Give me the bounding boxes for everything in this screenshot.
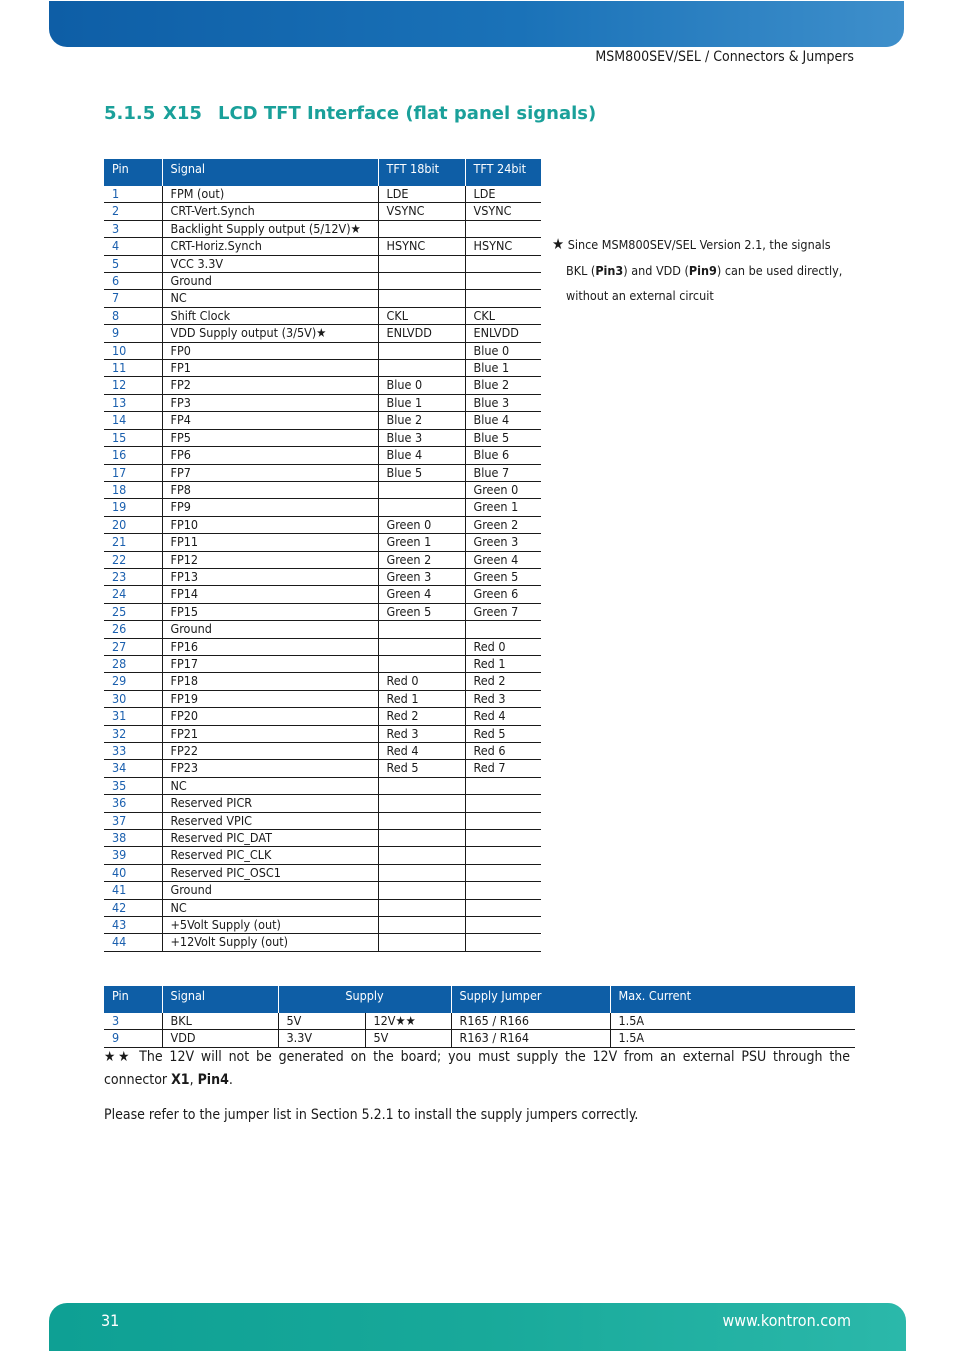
pin-cell: 11 xyxy=(104,360,162,377)
tft24-cell: ENLVDD xyxy=(465,325,541,342)
signal-cell: FP19 xyxy=(162,690,378,707)
table-row xyxy=(104,690,541,707)
pin-cell: 22 xyxy=(104,551,162,568)
tft18-cell xyxy=(378,499,465,516)
table-row xyxy=(104,655,541,672)
col-signal: Signal xyxy=(162,159,378,186)
table-row xyxy=(104,377,541,394)
table-row xyxy=(104,342,541,359)
pin-cell: 15 xyxy=(104,429,162,446)
footnote-text: The 12V will not be generated on the board; you must supply the 12V from an external PSU through the connector xyxy=(104,1049,850,1088)
supply-table xyxy=(104,986,855,1048)
current-cell: 1.5A xyxy=(610,1013,855,1030)
table-row xyxy=(104,638,541,655)
pin-cell: 41 xyxy=(104,882,162,899)
tft24-cell xyxy=(465,847,541,864)
signal-cell: FP20 xyxy=(162,708,378,725)
table-row xyxy=(104,760,541,777)
tft18-cell xyxy=(378,481,465,498)
signal-cell: FP21 xyxy=(162,725,378,742)
tft18-cell xyxy=(378,934,465,951)
document-header: MSM800SEV/SEL / Connectors & Jumpers xyxy=(595,49,854,65)
tft18-cell: Blue 1 xyxy=(378,394,465,411)
tft18-cell: Red 1 xyxy=(378,690,465,707)
signal-cell: FP7 xyxy=(162,464,378,481)
footnote xyxy=(104,1046,850,1092)
signal-cell: FP23 xyxy=(162,760,378,777)
supply-cell: 5V xyxy=(278,1013,365,1030)
tft18-cell xyxy=(378,655,465,672)
signal-cell: FP11 xyxy=(162,534,378,551)
header-band xyxy=(49,1,904,47)
tft24-cell xyxy=(465,290,541,307)
pin-cell: 23 xyxy=(104,568,162,585)
tft24-cell: Blue 2 xyxy=(465,377,541,394)
pin-cell: 44 xyxy=(104,934,162,951)
pin-cell: 25 xyxy=(104,603,162,620)
note-pin9: Pin9 xyxy=(688,262,717,278)
signal-cell: FP15 xyxy=(162,603,378,620)
signal-cell: NC xyxy=(162,899,378,916)
tft18-cell xyxy=(378,847,465,864)
pin-cell: 19 xyxy=(104,499,162,516)
tft24-cell: Red 5 xyxy=(465,725,541,742)
pin-cell: 31 xyxy=(104,708,162,725)
table-row xyxy=(104,586,541,603)
table-row xyxy=(104,203,541,220)
pin-cell: 35 xyxy=(104,777,162,794)
table-row xyxy=(104,551,541,568)
footnote-x1: X1 xyxy=(171,1072,190,1088)
side-note xyxy=(552,232,852,309)
tft18-cell: Red 2 xyxy=(378,708,465,725)
tft24-cell: Blue 0 xyxy=(465,342,541,359)
tft18-cell: CKL xyxy=(378,307,465,324)
signal-cell: FP22 xyxy=(162,743,378,760)
signal-cell: +12Volt Supply (out) xyxy=(162,934,378,951)
table-row xyxy=(104,743,541,760)
table-row xyxy=(104,273,541,290)
table-row xyxy=(104,447,541,464)
tft24-cell: Blue 4 xyxy=(465,412,541,429)
signal-cell: FP9 xyxy=(162,499,378,516)
jumper-reference-paragraph: Please refer to the jumper list in Section 5.2.1 to install the supply jumpers correctly. xyxy=(104,1107,639,1123)
tft24-cell: Green 3 xyxy=(465,534,541,551)
signal-cell: Backlight Supply output (5/12V)★ xyxy=(162,220,378,237)
tft18-cell: Red 3 xyxy=(378,725,465,742)
note-line-3: without an external circuit xyxy=(566,288,714,303)
table-row xyxy=(104,394,541,411)
signal-cell: FP1 xyxy=(162,360,378,377)
tft18-cell: Red 5 xyxy=(378,760,465,777)
tft24-cell: CKL xyxy=(465,307,541,324)
table-row xyxy=(104,290,541,307)
tft24-cell xyxy=(465,795,541,812)
tft18-cell: Red 4 xyxy=(378,743,465,760)
tft24-cell xyxy=(465,220,541,237)
pin-cell: 7 xyxy=(104,290,162,307)
signal-cell: FP4 xyxy=(162,412,378,429)
signal-cell: BKL xyxy=(162,1013,278,1030)
pin-cell: 36 xyxy=(104,795,162,812)
pin-cell: 2 xyxy=(104,203,162,220)
footnote-pin4: Pin4 xyxy=(197,1072,229,1088)
supply-table-body xyxy=(104,1013,855,1047)
pin-cell: 30 xyxy=(104,690,162,707)
table-row xyxy=(104,917,541,934)
tft24-cell: HSYNC xyxy=(465,238,541,255)
table-row xyxy=(104,534,541,551)
tft18-cell xyxy=(378,882,465,899)
tft24-cell xyxy=(465,917,541,934)
pin-cell: 18 xyxy=(104,481,162,498)
tft18-cell xyxy=(378,342,465,359)
pin-cell: 14 xyxy=(104,412,162,429)
table-row xyxy=(104,412,541,429)
col-max-current: Max. Current xyxy=(610,986,855,1013)
col-tft18: TFT 18bit xyxy=(378,159,465,186)
table-row xyxy=(104,429,541,446)
tft18-cell: Green 0 xyxy=(378,516,465,533)
supply-cell: 5V xyxy=(365,1030,451,1047)
table-row xyxy=(104,499,541,516)
table-row xyxy=(104,847,541,864)
pin-cell: 8 xyxy=(104,307,162,324)
tft18-cell: Blue 2 xyxy=(378,412,465,429)
table-row xyxy=(104,603,541,620)
signal-cell: FP0 xyxy=(162,342,378,359)
note-text: BKL ( xyxy=(566,262,596,278)
footnote-end: . xyxy=(228,1072,233,1088)
table-row xyxy=(104,1030,855,1047)
pin-cell: 3 xyxy=(104,1013,162,1030)
tft24-cell: Red 6 xyxy=(465,743,541,760)
signal-cell: CRT-Vert.Synch xyxy=(162,203,378,220)
signal-cell: FP6 xyxy=(162,447,378,464)
table-row xyxy=(104,481,541,498)
pin-cell: 21 xyxy=(104,534,162,551)
tft18-cell xyxy=(378,899,465,916)
tft24-cell: Blue 7 xyxy=(465,464,541,481)
current-cell: 1.5A xyxy=(610,1030,855,1047)
tft18-cell xyxy=(378,812,465,829)
pin-cell: 20 xyxy=(104,516,162,533)
note-text: ) can be used directly, xyxy=(716,262,843,278)
tft24-cell: Green 5 xyxy=(465,568,541,585)
signal-cell: Ground xyxy=(162,621,378,638)
tft18-cell xyxy=(378,864,465,881)
signal-cell: Reserved PIC_OSC1 xyxy=(162,864,378,881)
section-connector: X15 xyxy=(163,103,202,124)
pin-cell: 12 xyxy=(104,377,162,394)
signal-cell: Reserved PIC_CLK xyxy=(162,847,378,864)
pin-cell: 3 xyxy=(104,220,162,237)
pin-table-body xyxy=(104,186,541,951)
tft24-cell: Green 7 xyxy=(465,603,541,620)
pin-cell: 43 xyxy=(104,917,162,934)
tft18-cell: HSYNC xyxy=(378,238,465,255)
pin-cell: 13 xyxy=(104,394,162,411)
signal-cell: FPM (out) xyxy=(162,186,378,203)
col-tft24: TFT 24bit xyxy=(465,159,541,186)
col-supply: Supply xyxy=(278,986,451,1013)
pin-cell: 6 xyxy=(104,273,162,290)
tft24-cell: Green 6 xyxy=(465,586,541,603)
tft18-cell: Blue 5 xyxy=(378,464,465,481)
tft24-cell: Red 0 xyxy=(465,638,541,655)
tft24-cell: LDE xyxy=(465,186,541,203)
pin-cell: 24 xyxy=(104,586,162,603)
tft24-cell: VSYNC xyxy=(465,203,541,220)
tft18-cell xyxy=(378,621,465,638)
tft24-cell: Red 3 xyxy=(465,690,541,707)
table-row xyxy=(104,255,541,272)
supply-cell: 3.3V xyxy=(278,1030,365,1047)
table-row xyxy=(104,899,541,916)
tft24-cell xyxy=(465,812,541,829)
tft24-cell: Blue 5 xyxy=(465,429,541,446)
tft24-cell xyxy=(465,882,541,899)
signal-cell: +5Volt Supply (out) xyxy=(162,917,378,934)
tft18-cell: Green 5 xyxy=(378,603,465,620)
signal-cell: CRT-Horiz.Synch xyxy=(162,238,378,255)
tft18-cell xyxy=(378,795,465,812)
signal-cell: FP12 xyxy=(162,551,378,568)
col-signal: Signal xyxy=(162,986,278,1013)
footnote-sep: , xyxy=(189,1072,198,1088)
signal-cell: FP18 xyxy=(162,673,378,690)
tft18-cell: Green 4 xyxy=(378,586,465,603)
pin-cell: 5 xyxy=(104,255,162,272)
tft24-cell xyxy=(465,864,541,881)
tft24-cell: Green 0 xyxy=(465,481,541,498)
table-row xyxy=(104,1013,855,1030)
table-row xyxy=(104,812,541,829)
table-row xyxy=(104,621,541,638)
pin-cell: 28 xyxy=(104,655,162,672)
signal-cell: FP3 xyxy=(162,394,378,411)
tft18-cell xyxy=(378,638,465,655)
tft24-cell xyxy=(465,830,541,847)
signal-cell: FP17 xyxy=(162,655,378,672)
pin-cell: 32 xyxy=(104,725,162,742)
pin-cell: 9 xyxy=(104,1030,162,1047)
pin-cell: 9 xyxy=(104,325,162,342)
table-row xyxy=(104,725,541,742)
signal-cell: Reserved PIC_DAT xyxy=(162,830,378,847)
col-pin: Pin xyxy=(104,986,162,1013)
table-row xyxy=(104,186,541,203)
tft18-cell xyxy=(378,777,465,794)
tft24-cell xyxy=(465,934,541,951)
tft18-cell: Green 1 xyxy=(378,534,465,551)
tft18-cell: Green 3 xyxy=(378,568,465,585)
pin-table-header xyxy=(104,159,541,186)
pin-cell: 37 xyxy=(104,812,162,829)
tft18-cell: Blue 4 xyxy=(378,447,465,464)
pin-cell: 40 xyxy=(104,864,162,881)
pin-cell: 17 xyxy=(104,464,162,481)
table-row xyxy=(104,516,541,533)
signal-cell: FP13 xyxy=(162,568,378,585)
signal-cell: FP2 xyxy=(162,377,378,394)
jumper-cell: R163 / R164 xyxy=(451,1030,610,1047)
note-pin3: Pin3 xyxy=(595,262,624,278)
tft18-cell: ENLVDD xyxy=(378,325,465,342)
tft24-cell: Blue 3 xyxy=(465,394,541,411)
signal-cell: Shift Clock xyxy=(162,307,378,324)
tft18-cell: Green 2 xyxy=(378,551,465,568)
signal-cell: VCC 3.3V xyxy=(162,255,378,272)
signal-cell: NC xyxy=(162,777,378,794)
tft18-cell: VSYNC xyxy=(378,203,465,220)
tft18-cell: Red 0 xyxy=(378,673,465,690)
tft24-cell: Green 4 xyxy=(465,551,541,568)
tft18-cell xyxy=(378,220,465,237)
table-row xyxy=(104,325,541,342)
page-number: 31 xyxy=(101,1311,120,1330)
note-line-1: Since MSM800SEV/SEL Version 2.1, the signals xyxy=(567,237,831,252)
footer-band xyxy=(49,1303,906,1351)
section-number: 5.1.5 xyxy=(104,103,156,124)
pin-cell: 26 xyxy=(104,621,162,638)
pin-cell: 38 xyxy=(104,830,162,847)
tft24-cell: Green 1 xyxy=(465,499,541,516)
table-row xyxy=(104,360,541,377)
website-link[interactable]: www.kontron.com xyxy=(722,1311,851,1330)
tft18-cell: LDE xyxy=(378,186,465,203)
table-row xyxy=(104,238,541,255)
jumper-cell: R165 / R166 xyxy=(451,1013,610,1030)
tft24-cell xyxy=(465,899,541,916)
table-row xyxy=(104,708,541,725)
table-row xyxy=(104,307,541,324)
table-row xyxy=(104,568,541,585)
pin-table xyxy=(104,159,541,952)
supply-table-header xyxy=(104,986,855,1013)
tft24-cell: Red 7 xyxy=(465,760,541,777)
section-title xyxy=(104,103,596,124)
pin-cell: 29 xyxy=(104,673,162,690)
section-heading: LCD TFT Interface (flat panel signals) xyxy=(218,103,597,124)
table-row xyxy=(104,673,541,690)
tft24-cell: Green 2 xyxy=(465,516,541,533)
tft24-cell xyxy=(465,273,541,290)
supply-cell: 12V★★ xyxy=(365,1013,451,1030)
signal-cell: VDD Supply output (3/5V)★ xyxy=(162,325,378,342)
tft24-cell: Red 4 xyxy=(465,708,541,725)
pin-cell: 39 xyxy=(104,847,162,864)
signal-cell: FP5 xyxy=(162,429,378,446)
table-row xyxy=(104,777,541,794)
table-row xyxy=(104,864,541,881)
double-star-icon: ★★ xyxy=(104,1049,133,1065)
signal-cell: FP16 xyxy=(162,638,378,655)
table-row xyxy=(104,882,541,899)
signal-cell: NC xyxy=(162,290,378,307)
tft24-cell: Blue 1 xyxy=(465,360,541,377)
tft24-cell xyxy=(465,621,541,638)
tft24-cell: Red 2 xyxy=(465,673,541,690)
signal-cell: Reserved PICR xyxy=(162,795,378,812)
tft18-cell xyxy=(378,273,465,290)
table-row xyxy=(104,830,541,847)
tft18-cell xyxy=(378,290,465,307)
table-row xyxy=(104,464,541,481)
signal-cell: Reserved VPIC xyxy=(162,812,378,829)
pin-cell: 27 xyxy=(104,638,162,655)
signal-cell: FP10 xyxy=(162,516,378,533)
tft24-cell: Red 1 xyxy=(465,655,541,672)
pin-cell: 16 xyxy=(104,447,162,464)
pin-cell: 33 xyxy=(104,743,162,760)
pin-cell: 4 xyxy=(104,238,162,255)
pin-cell: 42 xyxy=(104,899,162,916)
table-row xyxy=(104,220,541,237)
pin-cell: 34 xyxy=(104,760,162,777)
tft18-cell: Blue 0 xyxy=(378,377,465,394)
tft18-cell xyxy=(378,255,465,272)
col-supply-jumper: Supply Jumper xyxy=(451,986,610,1013)
note-text: ) and VDD ( xyxy=(623,262,689,278)
tft18-cell xyxy=(378,830,465,847)
tft18-cell xyxy=(378,917,465,934)
signal-cell: Ground xyxy=(162,882,378,899)
signal-cell: VDD xyxy=(162,1030,278,1047)
signal-cell: FP8 xyxy=(162,481,378,498)
tft24-cell xyxy=(465,255,541,272)
tft24-cell: Blue 6 xyxy=(465,447,541,464)
col-pin: Pin xyxy=(104,159,162,186)
signal-cell: Ground xyxy=(162,273,378,290)
tft24-cell xyxy=(465,777,541,794)
tft18-cell xyxy=(378,360,465,377)
tft18-cell: Blue 3 xyxy=(378,429,465,446)
pin-cell: 1 xyxy=(104,186,162,203)
star-icon: ★ xyxy=(552,235,565,253)
pin-cell: 10 xyxy=(104,342,162,359)
table-row xyxy=(104,934,541,951)
table-row xyxy=(104,795,541,812)
signal-cell: FP14 xyxy=(162,586,378,603)
